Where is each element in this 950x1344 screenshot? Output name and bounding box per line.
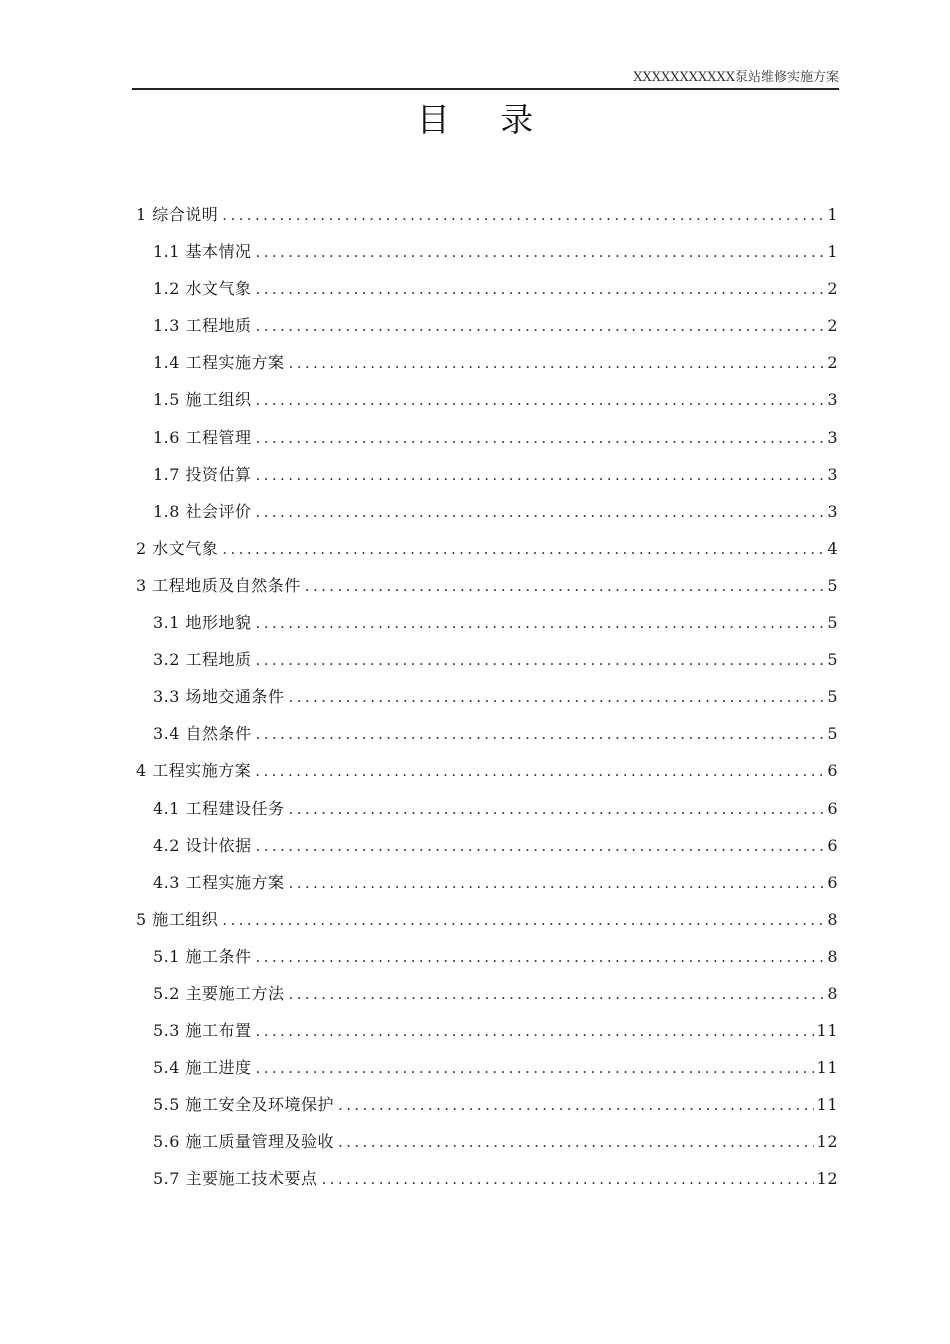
toc-page-number: 3 — [827, 390, 838, 410]
toc-dot-leader — [322, 1161, 814, 1198]
toc-page-number: 8 — [827, 909, 838, 929]
toc-page-number: 5 — [827, 687, 838, 707]
toc-chapter-entry[interactable] — [136, 567, 838, 604]
toc-entry-label: 1.4 工程实施方案 — [153, 353, 285, 373]
toc-section-entry[interactable] — [136, 233, 838, 270]
toc-entry-label: 5.3 施工布置 — [153, 1021, 252, 1041]
toc-page-number: 8 — [827, 946, 838, 966]
toc-entry-label: 4 工程实施方案 — [136, 761, 252, 781]
toc-chapter-entry[interactable] — [136, 530, 838, 567]
toc-entry-label: 1.6 工程管理 — [153, 427, 252, 447]
toc-dot-leader — [256, 308, 825, 345]
toc-entry-label: 2 水文气象 — [136, 538, 219, 558]
toc-section-entry[interactable] — [136, 1086, 838, 1123]
toc-page-number: 5 — [827, 724, 838, 744]
toc-dot-leader — [256, 234, 825, 271]
toc-chapter-entry[interactable] — [136, 901, 838, 938]
toc-section-entry[interactable] — [136, 1123, 838, 1160]
toc-dot-leader — [256, 716, 825, 753]
toc-section-entry[interactable] — [136, 827, 838, 864]
toc-entry-label: 1.5 施工组织 — [153, 390, 252, 410]
toc-entry-label: 1.2 水文气象 — [153, 279, 252, 299]
toc-dot-leader — [289, 865, 825, 902]
toc-entry-label: 1.7 投资估算 — [153, 464, 252, 484]
toc-entry-label: 5.7 主要施工技术要点 — [153, 1169, 318, 1189]
toc-page-number: 6 — [827, 798, 838, 818]
toc-page-number: 11 — [816, 1095, 838, 1115]
toc-entry-label: 5.4 施工进度 — [153, 1058, 252, 1078]
toc-section-entry[interactable] — [136, 938, 838, 975]
toc-entry-label: 4.3 工程实施方案 — [153, 872, 285, 892]
toc-page-number: 3 — [827, 501, 838, 521]
toc-entry-label: 3.2 工程地质 — [153, 650, 252, 670]
toc-dot-leader — [256, 1050, 814, 1087]
toc-section-entry[interactable] — [136, 790, 838, 827]
toc-entry-label: 3.1 地形地貌 — [153, 613, 252, 633]
toc-page-number: 1 — [827, 242, 838, 262]
toc-section-entry[interactable] — [136, 1049, 838, 1086]
toc-section-entry[interactable] — [136, 270, 838, 307]
toc-page-number: 12 — [816, 1132, 838, 1152]
toc-page-number: 1 — [827, 205, 838, 224]
toc-dot-leader — [256, 828, 825, 865]
toc-entry-label: 1 综合说明 — [136, 205, 219, 224]
toc-dot-leader — [256, 605, 825, 642]
toc-page-number: 2 — [827, 279, 838, 299]
toc-dot-leader — [289, 679, 825, 716]
toc-page-number: 3 — [827, 464, 838, 484]
toc-dot-leader — [289, 345, 825, 382]
toc-entry-label: 3.3 场地交通条件 — [153, 687, 285, 707]
toc-dot-leader — [338, 1087, 814, 1124]
toc-entry-label: 5 施工组织 — [136, 909, 219, 929]
toc-dot-leader — [256, 642, 825, 679]
toc-section-entry[interactable] — [136, 604, 838, 641]
toc-section-entry[interactable] — [136, 419, 838, 456]
toc-entry-label: 1.8 社会评价 — [153, 501, 252, 521]
toc-section-entry[interactable] — [136, 1012, 838, 1049]
toc-dot-leader — [256, 939, 825, 976]
toc-section-entry[interactable] — [136, 864, 838, 901]
toc-dot-leader — [222, 197, 824, 234]
page-header — [132, 70, 839, 90]
toc-entry-label: 1.1 基本情况 — [153, 242, 252, 262]
toc-dot-leader — [256, 1013, 814, 1050]
table-of-contents — [136, 196, 838, 1198]
toc-page-number: 3 — [827, 427, 838, 447]
toc-section-entry[interactable] — [136, 641, 838, 678]
toc-dot-leader — [256, 271, 825, 308]
toc-entry-label: 4.2 设计依据 — [153, 835, 252, 855]
toc-dot-leader — [289, 976, 825, 1013]
toc-page-number: 4 — [827, 538, 838, 558]
toc-section-entry[interactable] — [136, 456, 838, 493]
toc-entry-label: 3.4 自然条件 — [153, 724, 252, 744]
toc-section-entry[interactable] — [136, 975, 838, 1012]
toc-page-number: 6 — [827, 872, 838, 892]
toc-section-entry[interactable] — [136, 715, 838, 752]
toc-entry-label: 4.1 工程建设任务 — [153, 798, 285, 818]
toc-title: 目 录 — [416, 100, 554, 139]
toc-chapter-entry[interactable] — [136, 752, 838, 789]
toc-page-number: 11 — [816, 1021, 838, 1041]
toc-page-number: 5 — [827, 575, 838, 595]
toc-page-number: 2 — [827, 353, 838, 373]
toc-dot-leader — [222, 902, 824, 939]
toc-dot-leader — [222, 531, 824, 568]
toc-entry-label: 5.2 主要施工方法 — [153, 983, 285, 1003]
toc-page-number: 6 — [827, 835, 838, 855]
toc-dot-leader — [255, 753, 824, 790]
toc-entry-label: 1.3 工程地质 — [153, 316, 252, 336]
toc-dot-leader — [256, 494, 825, 531]
toc-entry-label: 5.1 施工条件 — [153, 946, 252, 966]
toc-entry-label: 3 工程地质及自然条件 — [136, 575, 301, 595]
header-title: XXXXXXXXXXX泵站维修实施方案 — [633, 70, 839, 85]
toc-page-number: 8 — [827, 983, 838, 1003]
toc-section-entry[interactable] — [136, 493, 838, 530]
toc-page-number: 11 — [816, 1058, 838, 1078]
toc-chapter-entry[interactable] — [136, 196, 838, 233]
toc-dot-leader — [305, 568, 825, 605]
toc-page-number: 5 — [827, 613, 838, 633]
toc-dot-leader — [256, 420, 825, 457]
toc-dot-leader — [289, 791, 825, 828]
toc-page-number: 12 — [816, 1169, 838, 1189]
toc-section-entry[interactable] — [136, 307, 838, 344]
toc-entry-label: 5.6 施工质量管理及验收 — [153, 1132, 335, 1152]
toc-dot-leader — [256, 382, 825, 419]
toc-page-number: 2 — [827, 316, 838, 336]
toc-dot-leader — [338, 1124, 814, 1161]
toc-section-entry[interactable] — [136, 678, 838, 715]
toc-entry-label: 5.5 施工安全及环境保护 — [153, 1095, 335, 1115]
toc-section-entry[interactable] — [136, 381, 838, 418]
toc-page-number: 5 — [827, 650, 838, 670]
toc-page-number: 6 — [827, 761, 838, 781]
toc-dot-leader — [256, 457, 825, 494]
toc-section-entry[interactable] — [136, 1160, 838, 1197]
toc-section-entry[interactable] — [136, 344, 838, 381]
